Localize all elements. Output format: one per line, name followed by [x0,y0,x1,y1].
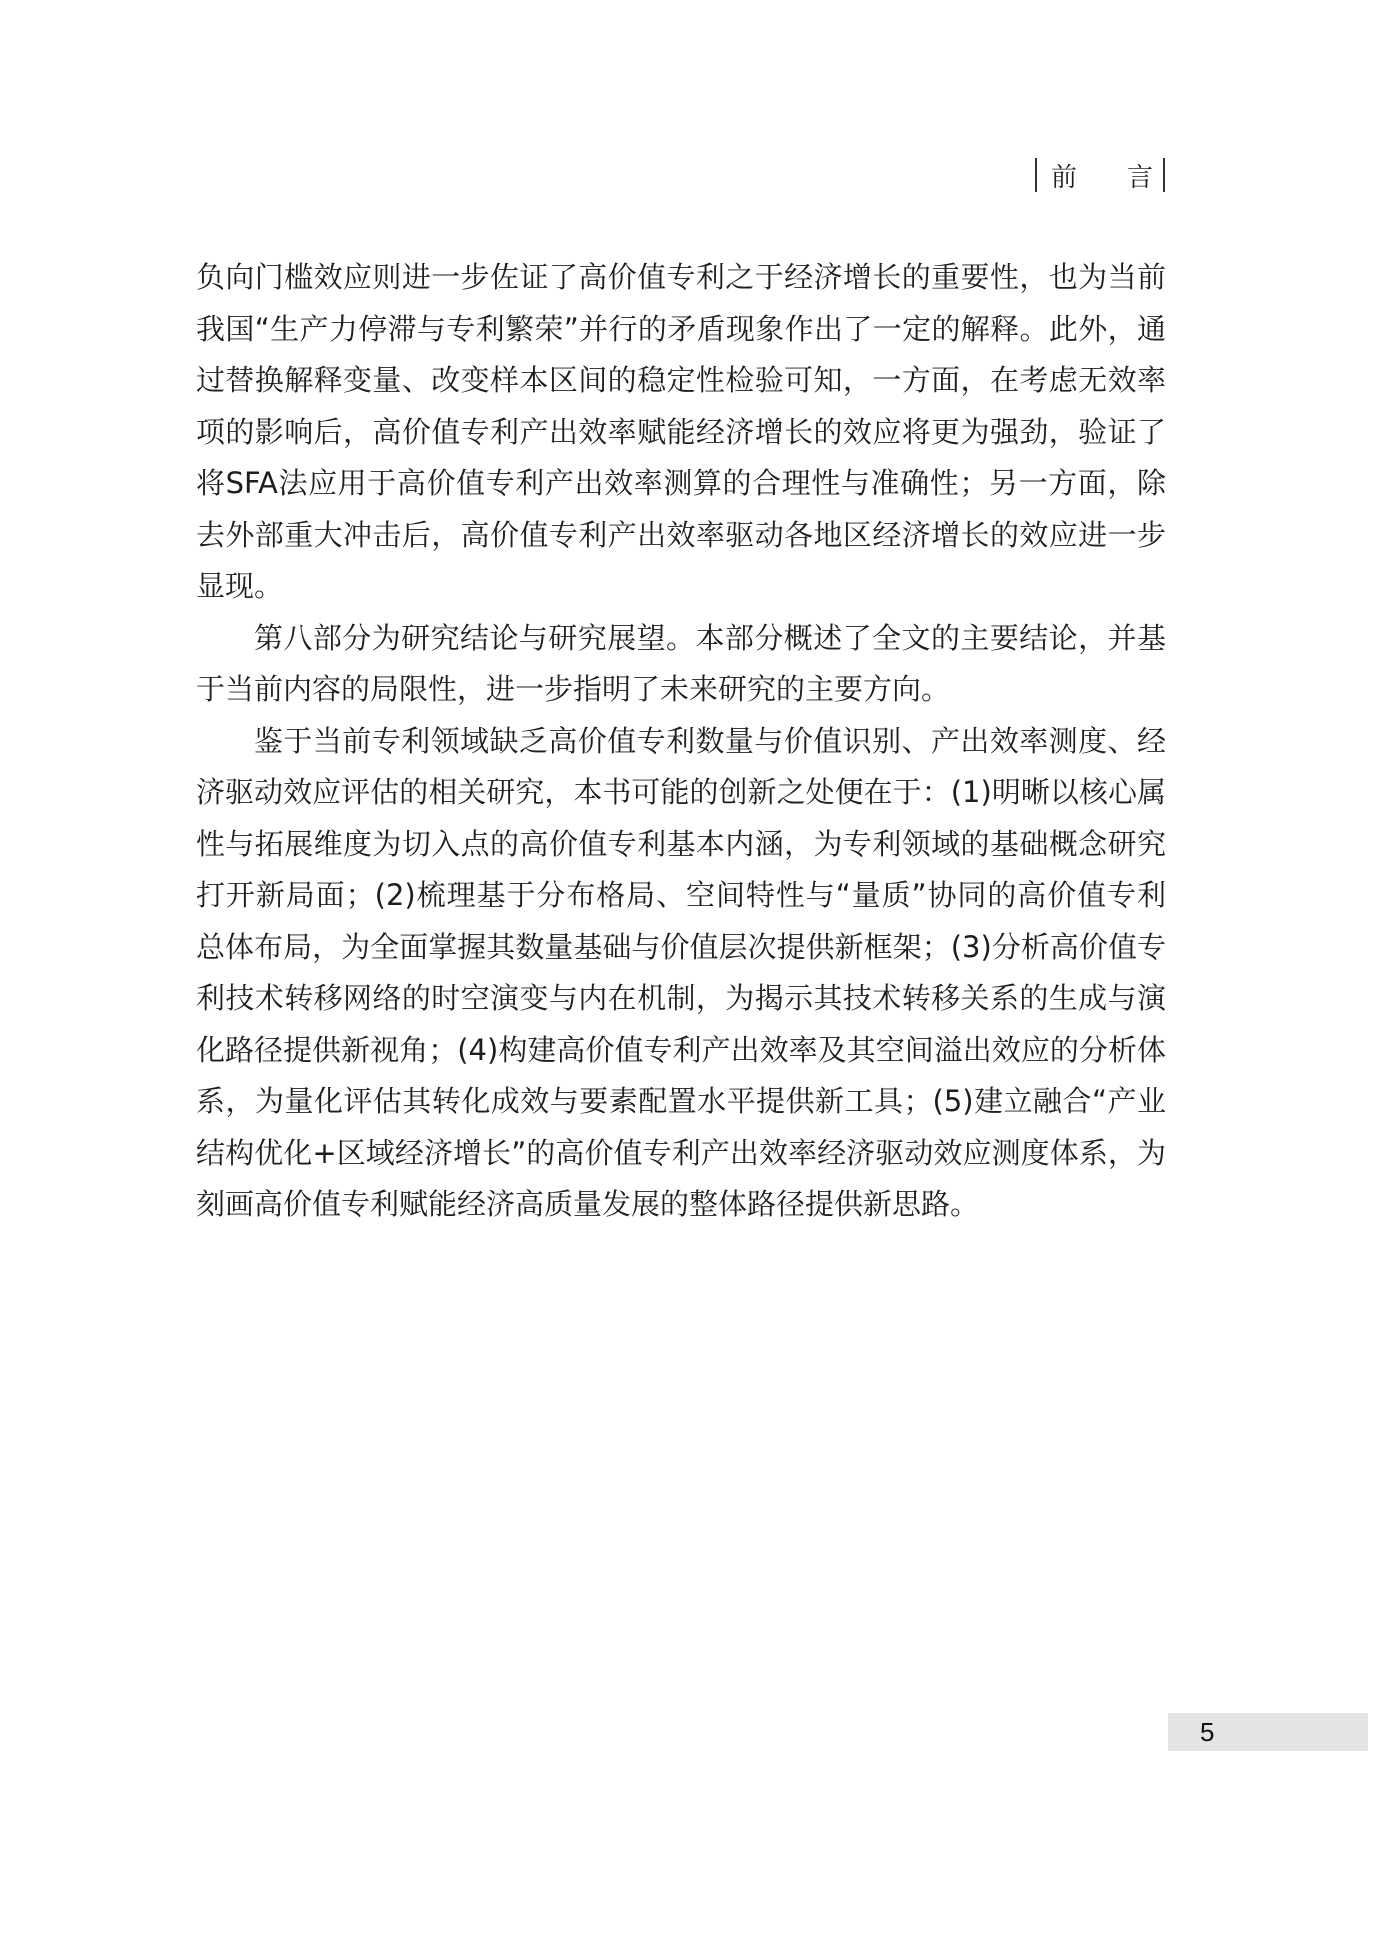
paragraph-innovations: 鉴于当前专利领域缺乏高价值专利数量与价值识别、产出效率测度、经济驱动效应评估的相关研究，本书可能的创新之处便在于：(1)明晰以核心属性与拓展维度为切入点的高价值专利基本内涵，为专利领域的基础概念研究打开新局面；(2)梳理基于分布格局、空间特性与“量质”协同的高价值专利总体布局，为全面掌握其数量基础与价值层次提供新框架；(3)分析高价值专利技术转移网络的时空演变与内在机制，为揭示其技术转移关系的生成与演化路径提供新视角；(4)构建高价值专利产出效率及其空间溢出效应的分析体系，为量化评估其转化成效与要素配置水平提供新工具；(5)建立融合“产业结构优化+区域经济增长”的高价值专利产出效率经济驱动效应测度体系，为刻画高价值专利赋能经济高质量发展的整体路径提供新思路。 [196,723,1166,1221]
paragraph-continuation: 负向门槛效应则进一步佐证了高价值专利之于经济增长的重要性，也为当前我国“生产力停滞与专利繁荣”并行的矛盾现象作出了一定的解释。此外，通过替换解释变量、改变样本区间的稳定性检验可知，一方面，在考虑无效率项的影响后，高价值专利产出效率赋能经济增长的效应将更为强劲，验证了将SFA法应用于高价值专利产出效率测算的合理性与准确性；另一方面，除去外部重大冲击后，高价值专利产出效率驱动各地区经济增长的效应进一步显现。 [196,260,1166,603]
running-header [1035,158,1165,192]
body-text [196,252,1166,1231]
page-number-bar [1168,1713,1368,1751]
page-number: 5 [1200,1717,1215,1747]
paragraph-part-eight: 第八部分为研究结论与研究展望。本部分概述了全文的主要结论，并基于当前内容的局限性，进一步指明了未来研究的主要方向。 [196,620,1166,706]
running-header-char-2: 言 [1126,162,1153,193]
running-header-char-1: 前 [1050,162,1077,193]
